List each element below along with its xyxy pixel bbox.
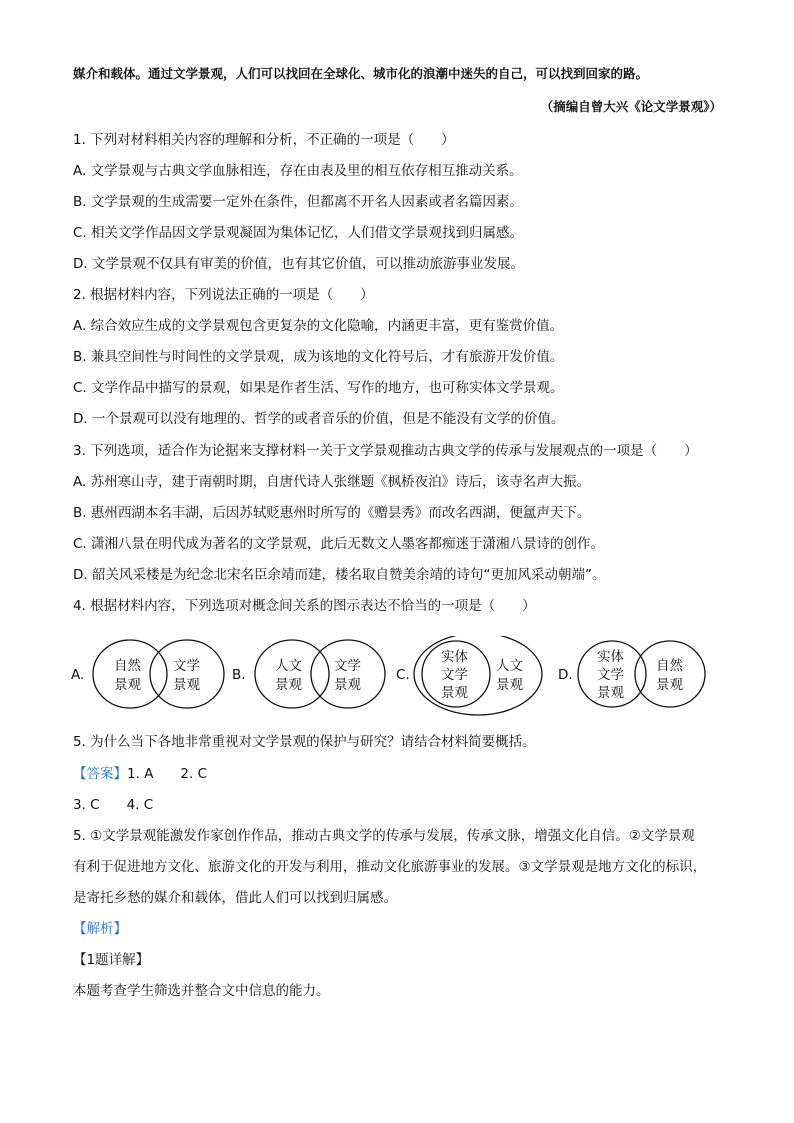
venn-d-left-line3: 景观 — [597, 685, 624, 701]
venn-a-left-line1: 自然 — [114, 658, 141, 674]
answer-line-1: 1. A 2. C — [127, 766, 208, 782]
venn-b-right-circle — [311, 640, 385, 708]
analysis-sub-label: 【1题详解】 — [73, 952, 150, 968]
venn-a-left-line2: 景观 — [114, 677, 141, 693]
venn-d-left-line1: 实体 — [597, 649, 624, 665]
venn-c-inner-line3: 景观 — [441, 685, 468, 701]
q2-option-c: C. 文学作品中描写的景观，如果是作者生活、写作的地方，也可称实体文学景观。 — [73, 380, 564, 396]
venn-c-inner-line2: 文学 — [441, 667, 468, 683]
analysis-text: 本题考查学生筛选并整合文中信息的能力。 — [73, 983, 330, 999]
q1-option-a: A. 文学景观与古典文学血脉相连，存在由表及里的相互依存相互推动关系。 — [73, 163, 523, 179]
venn-option-b — [232, 640, 385, 708]
q3-stem: 3. 下列选项，适合作为论据来支撑材料一关于文学景观推动古典文学的传承与发展观点的一项是（ ） — [73, 443, 698, 459]
venn-c-outer-line1: 人文 — [496, 658, 523, 674]
venn-a-left-circle — [93, 640, 167, 708]
q1-option-b: B. 文学景观的生成需要一定外在条件，但都离不开名人因素或者名篇因素。 — [73, 194, 523, 210]
venn-a-right-line1: 文学 — [173, 658, 200, 674]
venn-diagram-options — [60, 636, 740, 722]
venn-b-left-line1: 人文 — [275, 658, 302, 674]
venn-c-outer-line2: 景观 — [496, 677, 523, 693]
option-b-letter: B. — [232, 667, 246, 683]
passage-tail: 媒介和载体。通过文学景观，人们可以找回在全球化、城市化的浪潮中迷失的自己，可以找到回家的路。 — [73, 66, 649, 81]
q3-option-c: C. 潇湘八景在明代成为著名的文学景观，此后无数文人墨客都痴迷于潇湘八景诗的创作。 — [73, 536, 605, 552]
q1-stem: 1. 下列对材料相关内容的理解和分析，不正确的一项是（ ） — [73, 132, 455, 148]
venn-b-right-line2: 景观 — [334, 677, 361, 693]
venn-a-right-circle — [150, 640, 224, 708]
option-c-letter: C. — [396, 667, 410, 683]
option-a-letter: A. — [71, 667, 85, 683]
q5-answer-line-1: 5. ①文学景观能激发作家创作作品，推动古典文学的传承与发展，传承文脉，增强文化自信。②文学景观 — [73, 828, 695, 844]
venn-option-d — [558, 641, 705, 707]
analysis-label: 【解析】 — [73, 921, 127, 937]
q4-stem: 4. 根据材料内容，下列选项对概念间关系的图示表达不恰当的一项是（ ） — [73, 598, 536, 614]
q3-option-a: A. 苏州寒山寺，建于南朝时期，自唐代诗人张继题《枫桥夜泊》诗后，该寺名声大振。 — [73, 474, 591, 490]
passage-source: （摘编自曾大兴《论文学景观》） — [540, 99, 722, 114]
venn-d-left-line2: 文学 — [597, 667, 624, 683]
venn-b-left-line2: 景观 — [275, 677, 302, 693]
venn-a-right-line2: 景观 — [173, 677, 200, 693]
q1-option-d: D. 文学景观不仅具有审美的价值，也有其它价值，可以推动旅游事业发展。 — [73, 256, 524, 272]
q2-option-a: A. 综合效应生成的文学景观包含更复杂的文化隐喻，内涵更丰富，更有鉴赏价值。 — [73, 318, 564, 334]
q2-stem: 2. 根据材料内容，下列说法正确的一项是（ ） — [73, 287, 374, 303]
q2-option-b: B. 兼具空间性与时间性的文学景观，成为该地的文化符号后，才有旅游开发价值。 — [73, 349, 564, 365]
q3-option-b: B. 惠州西湖本名丰湖，后因苏轼贬惠州时所写的《赠昙秀》而改名西湖，便氲声天下。 — [73, 505, 591, 521]
q2-option-d: D. 一个景观可以没有地理的、哲学的或者音乐的价值，但是不能没有文学的价值。 — [73, 411, 565, 427]
venn-option-a — [71, 640, 224, 708]
q3-option-d: D. 韶关风采楼是为纪念北宋名臣余靖而建，楼名取自赞美余靖的诗句“更加风采动朝端”。 — [73, 567, 606, 583]
option-d-letter: D. — [558, 667, 573, 683]
venn-b-left-circle — [255, 640, 329, 708]
venn-d-right-line2: 景观 — [656, 677, 683, 693]
answer-line-2: 3. C 4. C — [73, 797, 154, 813]
venn-d-right-line1: 自然 — [656, 658, 683, 674]
answer-row-1 — [73, 764, 207, 784]
venn-c-inner-line1: 实体 — [441, 649, 468, 665]
q5-answer-line-2: 有利于促进地方文化、旅游文化的开发与利用，推动文化旅游事业的发展。③文学景观是地方文化的标识， — [73, 859, 707, 875]
q1-option-c: C. 相关文学作品因文学景观凝固为集体记忆，人们借文学景观找到归属感。 — [73, 225, 524, 241]
venn-b-right-line1: 文学 — [334, 658, 361, 674]
answer-label: 【答案】 — [73, 766, 127, 782]
q5-answer-line-3: 是寄托乡愁的媒介和载体，借此人们可以找到归属感。 — [73, 890, 397, 906]
q5-stem: 5. 为什么当下各地非常重视对文学景观的保护与研究？请结合材料简要概括。 — [73, 734, 536, 750]
venn-option-c — [396, 636, 542, 715]
venn-c-outer-ellipse — [414, 636, 542, 715]
